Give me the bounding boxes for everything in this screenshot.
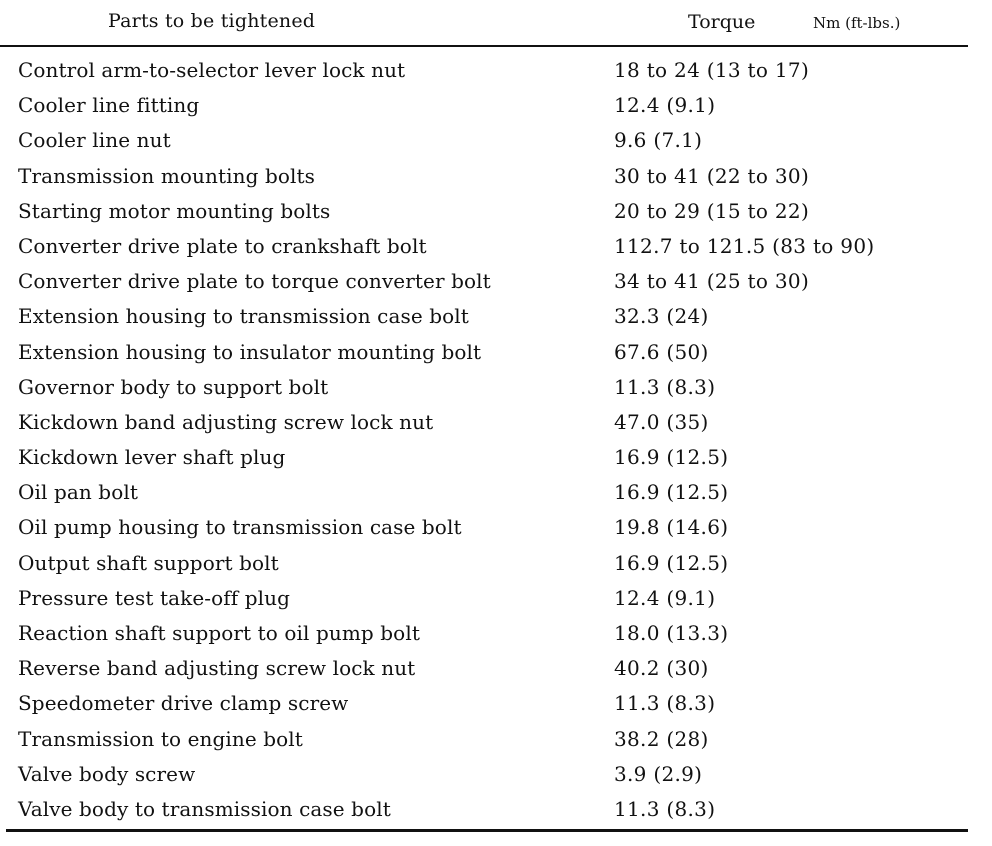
- part-cell: Starting motor mounting bolts: [18, 198, 331, 223]
- torque-cell: 38.2 (28): [614, 726, 709, 751]
- part-cell: Reaction shaft support to oil pump bolt: [18, 621, 420, 645]
- torque-cell: 40.2 (30): [614, 656, 709, 681]
- header-parts: Parts to be tightened: [108, 10, 316, 32]
- torque-cell: 20 to 29 (15 to 22): [614, 198, 810, 223]
- torque-cell: 11.3 (8.3): [614, 374, 716, 399]
- table-row: [0, 160, 992, 195]
- part-cell: Kickdown band adjusting screw lock nut: [18, 409, 434, 434]
- torque-cell: 112.7 to 121.5 (83 to 90): [614, 233, 875, 258]
- header-units: Nm (ft-lbs.): [813, 14, 901, 32]
- part-cell: Valve body screw: [18, 761, 196, 786]
- part-cell: Transmission to engine bolt: [18, 726, 303, 751]
- table-row: [0, 441, 992, 476]
- table-body: [0, 54, 992, 828]
- torque-cell: 12.4 (9.1): [614, 93, 716, 118]
- table-row: [0, 300, 992, 335]
- torque-cell: 67.6 (50): [614, 339, 709, 364]
- torque-cell: 9.6 (7.1): [614, 128, 703, 153]
- part-cell: Oil pump housing to transmission case bolt: [18, 515, 462, 540]
- torque-cell: 19.8 (14.6): [614, 515, 729, 540]
- torque-cell: 12.4 (9.1): [614, 585, 716, 610]
- table-row: [0, 652, 992, 687]
- table-header: [0, 8, 992, 44]
- table-row: [0, 758, 992, 793]
- part-cell: Speedometer drive clamp screw: [18, 691, 349, 716]
- part-cell: Valve body to transmission case bolt: [18, 796, 391, 821]
- table-row: [0, 547, 992, 582]
- torque-cell: 16.9 (12.5): [614, 445, 729, 470]
- torque-cell: 16.9 (12.5): [614, 550, 729, 575]
- torque-cell: 16.9 (12.5): [614, 480, 729, 505]
- table-row: [0, 582, 992, 617]
- part-cell: Extension housing to insulator mounting bolt: [18, 339, 482, 364]
- table-row: [0, 230, 992, 265]
- part-cell: Cooler line nut: [18, 128, 171, 153]
- table-row: [0, 476, 992, 511]
- part-cell: Governor body to support bolt: [18, 374, 329, 399]
- part-cell: Transmission mounting bolts: [18, 163, 316, 188]
- part-cell: Control arm-to-selector lever lock nut: [18, 58, 406, 82]
- table-row: [0, 265, 992, 300]
- torque-cell: 3.9 (2.9): [614, 761, 703, 786]
- table-row: [0, 511, 992, 546]
- part-cell: Converter drive plate to crankshaft bolt: [18, 233, 427, 258]
- part-cell: Oil pan bolt: [18, 480, 138, 505]
- table-row: [0, 793, 992, 828]
- table-row: [0, 687, 992, 722]
- part-cell: Extension housing to transmission case bolt: [18, 304, 469, 329]
- torque-cell: 30 to 41 (22 to 30): [614, 163, 810, 188]
- part-cell: Pressure test take-off plug: [18, 585, 291, 610]
- table-row: [0, 723, 992, 758]
- torque-cell: 47.0 (35): [614, 409, 709, 434]
- part-cell: Output shaft support bolt: [18, 550, 279, 575]
- table-row: [0, 617, 992, 652]
- table-row: [0, 406, 992, 441]
- table-bottom-rule: [6, 829, 968, 832]
- torque-cell: 18.0 (13.3): [614, 621, 729, 645]
- torque-cell: 18 to 24 (13 to 17): [614, 58, 810, 82]
- part-cell: Cooler line fitting: [18, 93, 200, 118]
- table-row: [0, 195, 992, 230]
- torque-cell: 32.3 (24): [614, 304, 709, 329]
- torque-cell: 34 to 41 (25 to 30): [614, 269, 810, 294]
- header-torque: Torque: [688, 11, 756, 33]
- part-cell: Converter drive plate to torque converter bolt: [18, 269, 491, 294]
- part-cell: Kickdown lever shaft plug: [18, 445, 286, 470]
- header-rule: [0, 45, 968, 47]
- torque-cell: 11.3 (8.3): [614, 796, 716, 821]
- part-cell: Reverse band adjusting screw lock nut: [18, 656, 416, 681]
- table-row: [0, 371, 992, 406]
- table-row: [0, 89, 992, 124]
- table-row: [0, 124, 992, 159]
- table-row: [0, 54, 992, 89]
- table-row: [0, 336, 992, 371]
- torque-cell: 11.3 (8.3): [614, 691, 716, 716]
